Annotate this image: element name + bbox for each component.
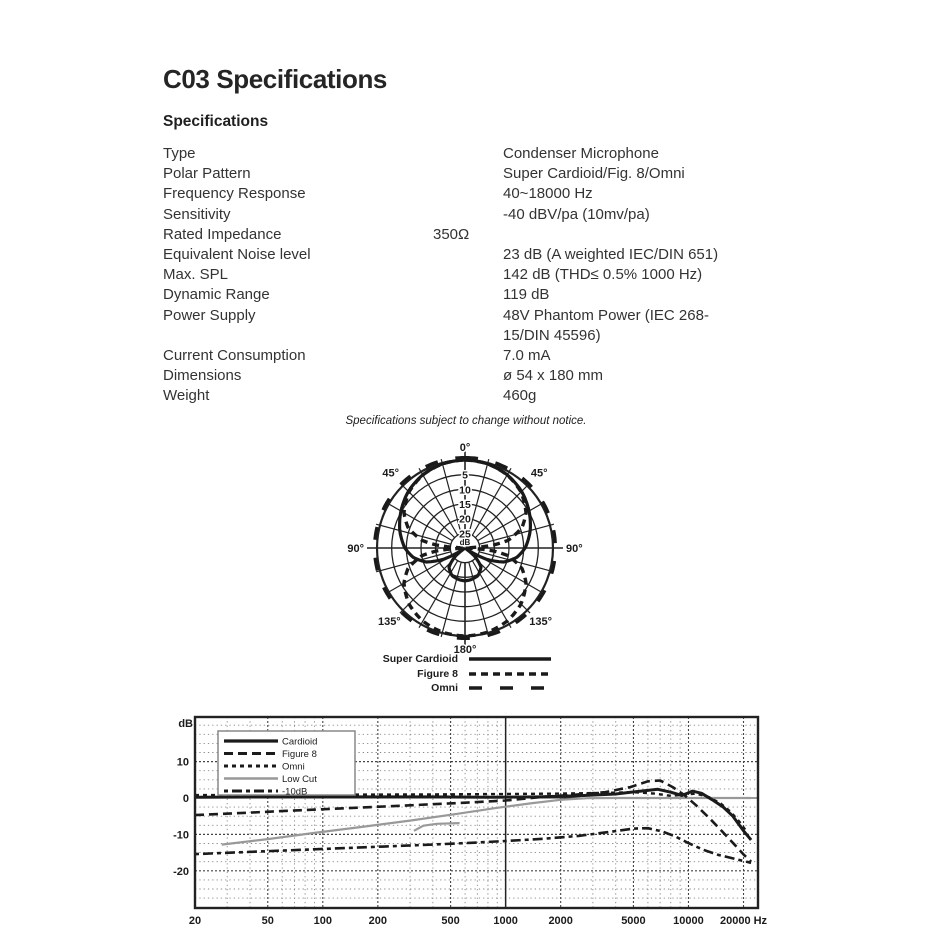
spec-value: ø 54 x 180 mm <box>503 367 604 385</box>
polar-angle-label: 135° <box>377 616 401 629</box>
polar-angle-label: 90° <box>347 543 364 555</box>
spec-label: Power Supply <box>163 306 256 324</box>
spec-row <box>163 386 773 406</box>
y-tick-label: 0 <box>182 793 189 805</box>
spec-value: 48V Phantom Power (IEC 268-15/DIN 45596) <box>503 306 709 344</box>
disclaimer-note: Specifications subject to change without notice. <box>345 415 587 427</box>
spec-value: 460g <box>503 387 537 405</box>
freq-legend-label: Figure 8 <box>282 749 317 760</box>
spec-label: Rated Impedance <box>163 225 282 243</box>
spec-value: 23 dB (A weighted IEC/DIN 651) <box>503 246 719 264</box>
x-tick-label: 500 <box>441 915 460 927</box>
polar-pattern-chart <box>335 432 595 664</box>
x-tick-label: 2000 <box>548 915 573 927</box>
y-tick-label: 10 <box>176 756 189 769</box>
polar-legend-item <box>330 681 610 695</box>
polar-angle-label: 135° <box>529 616 553 629</box>
polar-ring-label: 20 <box>459 513 471 526</box>
freq-chart-legend <box>218 731 355 798</box>
spec-row <box>163 184 773 204</box>
spec-value: 142 dB (THD≤ 0.5% 1000 Hz) <box>503 266 703 284</box>
spec-value: 7.0 mA <box>503 347 551 365</box>
polar-angle-label: 90° <box>566 543 583 555</box>
spec-value: -40 dBV/pa (10mv/pa) <box>503 205 650 223</box>
spec-row <box>163 144 773 164</box>
x-tick-label: 5000 <box>621 915 646 927</box>
x-tick-label: 20 <box>188 915 202 927</box>
spec-value: Condenser Microphone <box>503 145 659 162</box>
frequency-response-chart <box>160 705 800 940</box>
freq-series--10db <box>195 828 751 863</box>
polar-angle-label: 0° <box>459 442 471 454</box>
x-tick-label: 100 <box>313 915 332 927</box>
spec-label: Frequency Response <box>163 185 306 203</box>
spec-row <box>163 346 773 366</box>
spec-label: Type <box>163 145 196 162</box>
polar-chart-legend <box>330 652 610 695</box>
y-axis-label: dB <box>178 718 193 730</box>
spec-row <box>163 366 773 386</box>
polar-angle-label: 180° <box>453 644 477 656</box>
spec-row <box>163 164 773 184</box>
spec-label: Equivalent Noise level <box>163 246 311 264</box>
polar-ring-label: 15 <box>459 499 471 511</box>
spec-value: Super Cardioid/Fig. 8/Omni <box>503 165 685 183</box>
polar-legend-label: Figure 8 <box>417 667 458 680</box>
spec-value: 119 dB <box>503 286 550 304</box>
freq-legend-label: Omni <box>282 761 305 773</box>
frequency-chart-canvas <box>160 705 800 940</box>
polar-angle-label: 45° <box>382 467 400 480</box>
polar-ring-label: 25 <box>459 528 471 541</box>
x-tick-label: 200 <box>368 915 388 927</box>
spec-row <box>163 205 773 225</box>
freq-legend-label: Low Cut <box>282 774 317 785</box>
polar-angle-label: 45° <box>530 467 548 480</box>
polar-ring-label: 10 <box>459 484 471 497</box>
spec-label: Sensitivity <box>163 205 231 223</box>
x-tick-label: 10000 <box>673 915 704 927</box>
x-tick-label: 50 <box>261 915 274 927</box>
polar-legend-line <box>467 684 553 692</box>
spec-value: 40~18000 Hz <box>503 185 593 203</box>
spec-label: Max. SPL <box>163 266 229 284</box>
x-tick-label: 1000 <box>493 915 518 927</box>
freq-legend-label: -10dB <box>282 786 308 798</box>
freq-series-low-cut <box>414 823 460 831</box>
spec-row <box>163 285 773 305</box>
polar-legend-line <box>467 670 553 678</box>
spec-row <box>163 245 773 265</box>
spec-label: Dynamic Range <box>163 286 270 304</box>
section-heading: Specifications <box>163 113 269 130</box>
x-tick-label: 20000 Hz <box>719 915 768 927</box>
spec-label: Current Consumption <box>163 347 306 365</box>
spec-label: Polar Pattern <box>163 165 251 183</box>
spec-row <box>163 306 773 346</box>
polar-ring-label: 5 <box>462 469 468 482</box>
polar-legend-item <box>330 652 610 666</box>
spec-label: Weight <box>163 387 210 405</box>
polar-chart-canvas <box>335 432 595 664</box>
y-tick-label: -10 <box>173 829 189 842</box>
polar-legend-label: Super Cardioid <box>382 653 458 666</box>
spec-label: Dimensions <box>163 367 242 385</box>
y-tick-label: -20 <box>173 865 189 878</box>
spec-value: 350Ω <box>433 225 470 243</box>
freq-legend-label: Cardioid <box>282 736 318 748</box>
polar-legend-line <box>467 655 553 663</box>
polar-legend-item <box>330 666 610 680</box>
spec-row <box>163 265 773 285</box>
polar-center-label: dB <box>459 538 471 547</box>
polar-legend-label: Omni <box>431 681 458 694</box>
page-title: C03 Specifications <box>163 64 387 94</box>
freq-series-low-cut <box>222 798 751 845</box>
spec-table <box>163 144 773 407</box>
spec-row <box>163 225 773 245</box>
